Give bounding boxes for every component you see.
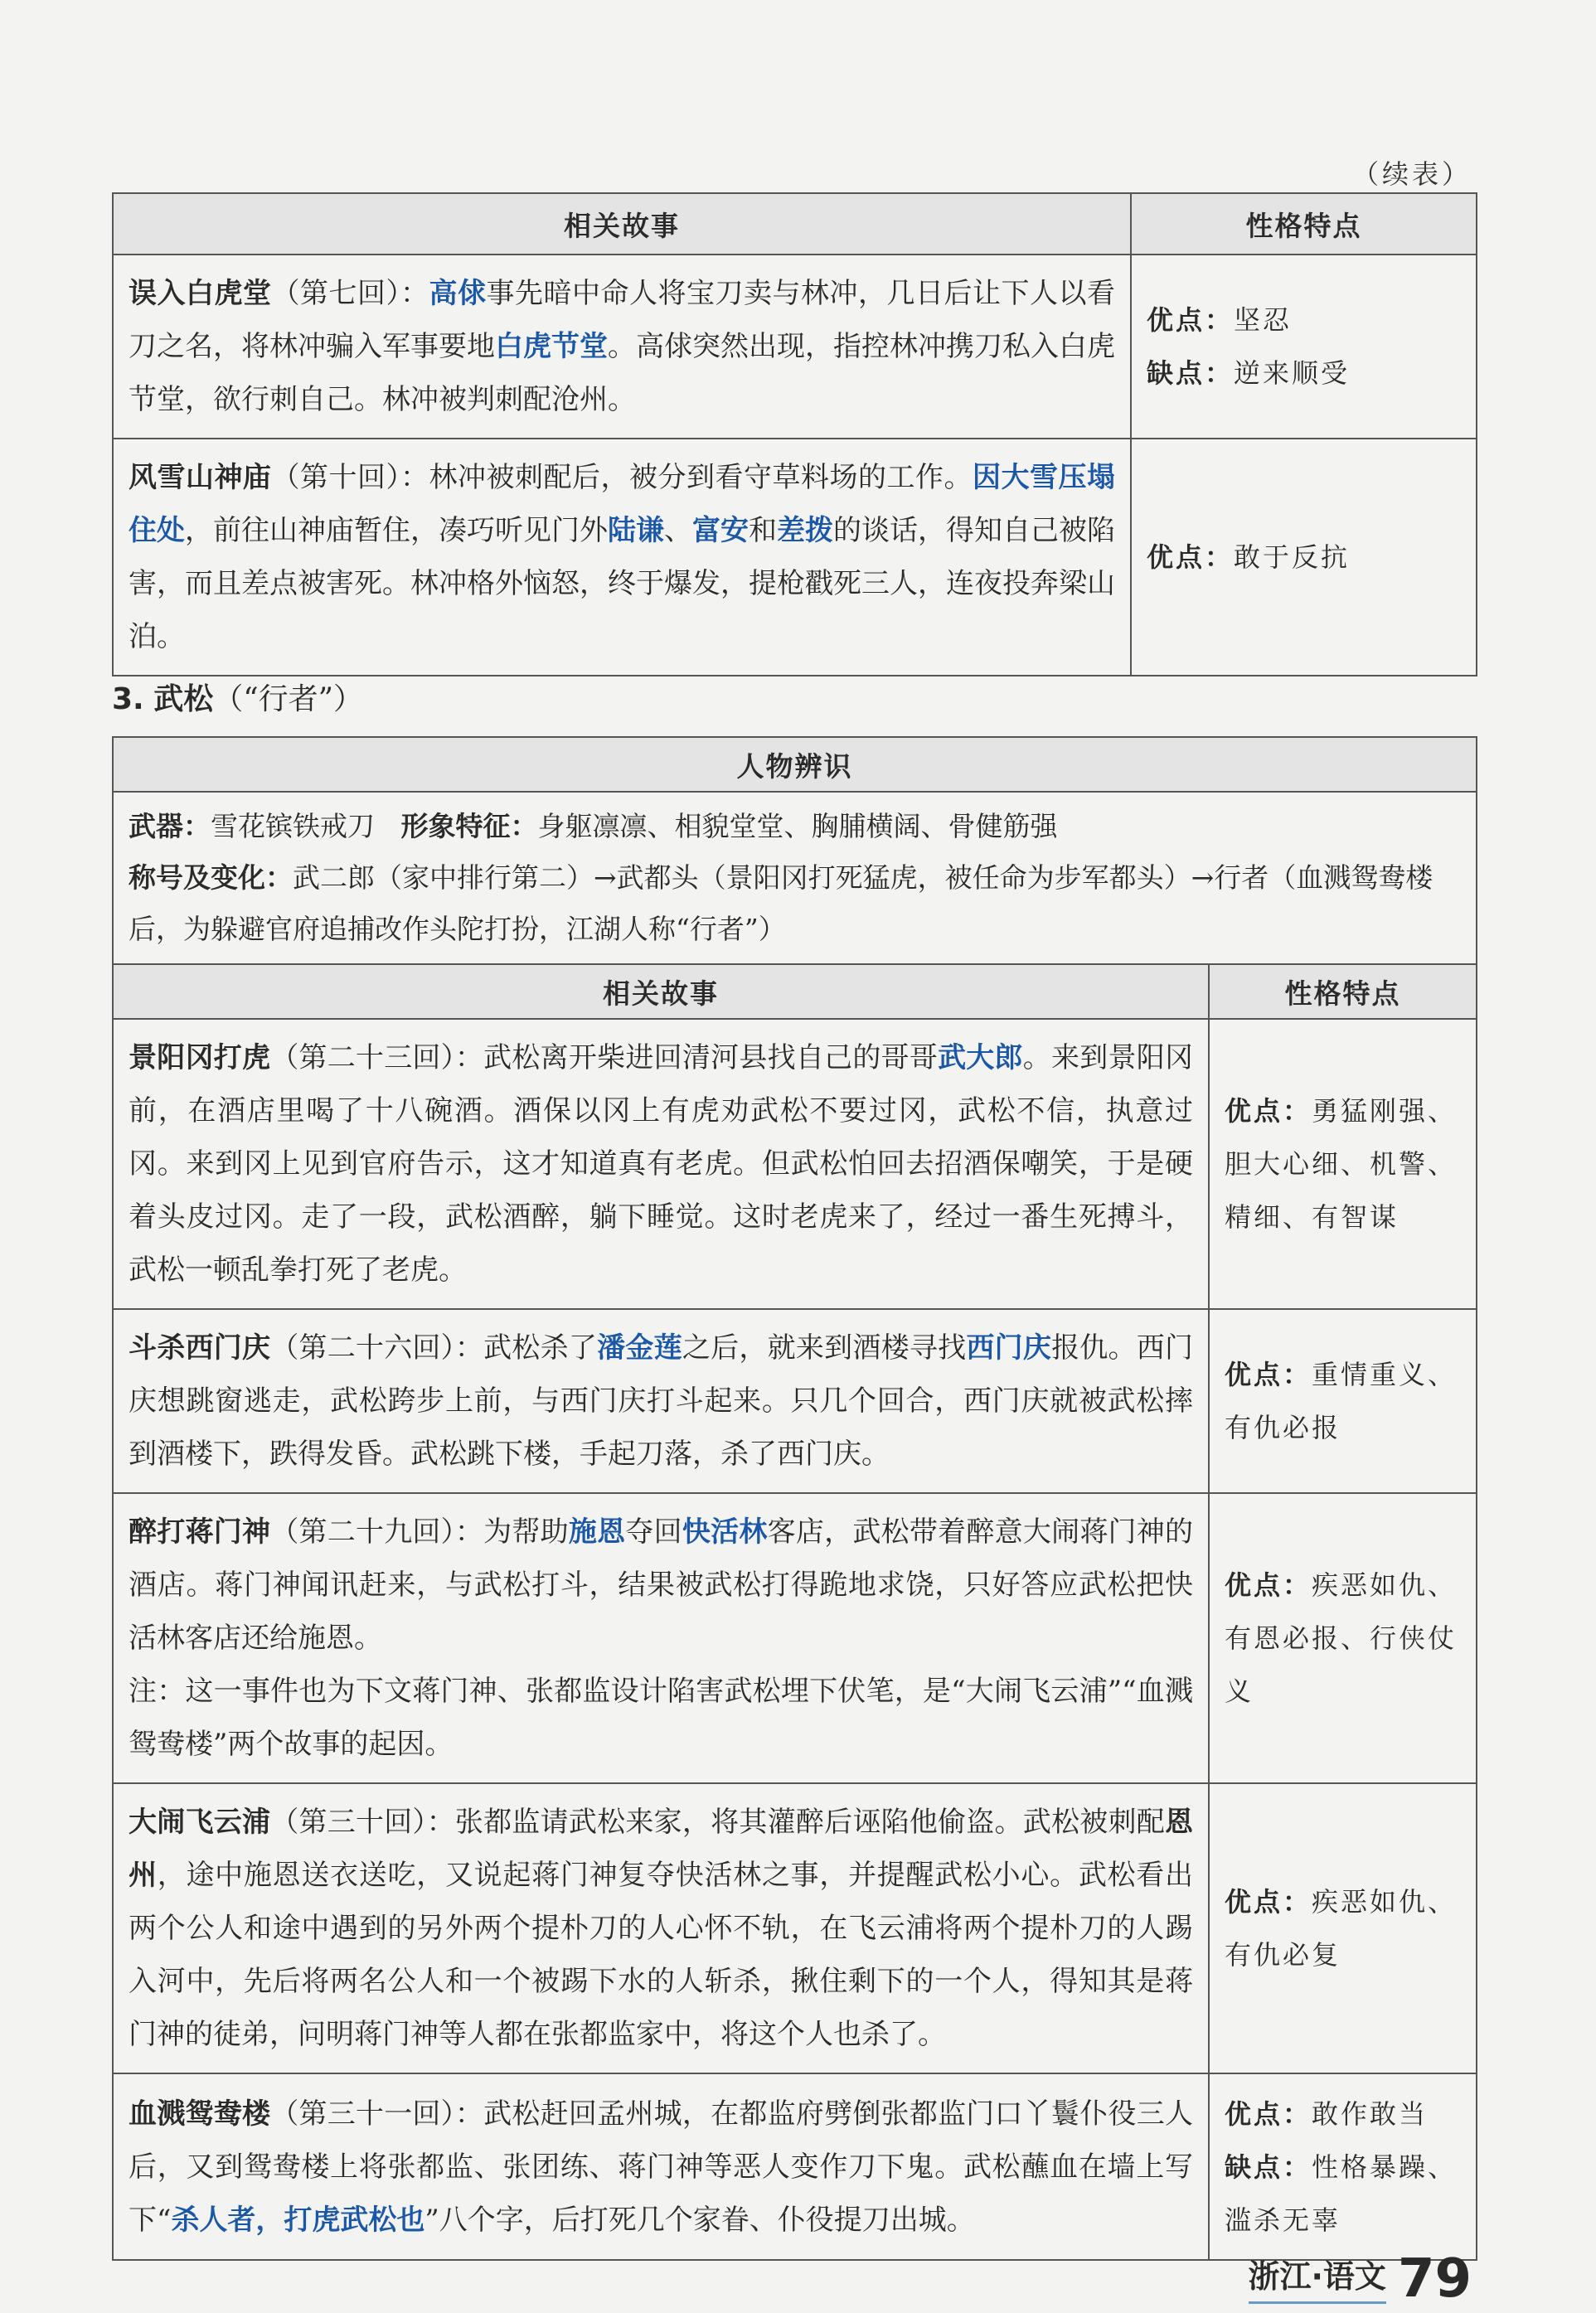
- story-text: 。高俅突然出现，指控林冲携刀私入白虎节堂，欲行刺自己。林冲被判刺配沧州。: [129, 330, 1115, 416]
- weapon-label: 武器：: [129, 810, 211, 842]
- story-chapter: （第二十九回）：: [270, 1515, 484, 1549]
- trait-label: 优点：: [1225, 2097, 1312, 2130]
- section-name: 武松: [153, 682, 214, 716]
- weapon-value: 雪花镔铁戒刀: [211, 810, 375, 842]
- table-header-row: [113, 193, 1477, 255]
- story-text: 、: [664, 514, 692, 547]
- story-title: 景阳冈打虎: [129, 1041, 271, 1074]
- table-row: [113, 1019, 1477, 1309]
- story-cell: [113, 2073, 1209, 2260]
- story-cell: [113, 1309, 1209, 1493]
- story-cell: [113, 1783, 1209, 2073]
- trait-cell: [1209, 1019, 1477, 1309]
- ident-header-row: [113, 737, 1477, 792]
- trait-value: 重情重义、有仇必报: [1225, 1359, 1458, 1443]
- trait-label: 优点：: [1225, 1095, 1312, 1127]
- story-text: 之后，就来到酒楼寻找: [682, 1331, 967, 1365]
- story-text: 武松离开柴进回清河县找自己的哥哥: [483, 1041, 939, 1074]
- trait-value: 疾恶如仇、有仇必复: [1225, 1886, 1458, 1971]
- story-cell: [113, 1493, 1209, 1783]
- story-text: 林冲被刺配后，被分到看守草料场的工作。: [429, 461, 973, 494]
- keyword: 白虎节堂: [495, 330, 608, 363]
- trait-value: 勇猛刚强、胆大心细、机警、精细、有智谋: [1225, 1095, 1458, 1233]
- keyword: 因大雪压塌住处: [129, 461, 1115, 547]
- keyword: 武大郎: [938, 1041, 1023, 1074]
- story-title: 醉打蒋门神: [129, 1515, 271, 1549]
- keyword: 差拨: [777, 514, 833, 547]
- trait-cell: [1209, 1309, 1477, 1493]
- story-chapter: （第七回）：: [271, 277, 429, 310]
- story-cell: [113, 439, 1131, 676]
- section-number: 3.: [112, 682, 144, 716]
- table-header-row: [113, 964, 1477, 1019]
- trait-value: 敢作敢当: [1312, 2097, 1429, 2130]
- story-chapter: （第十回）：: [271, 461, 429, 494]
- header-trait: 性格特点: [1209, 964, 1477, 1019]
- story-text: 张都监请武松来家，将其灌醉后诬陷他偷盗。武松被刺配: [454, 1806, 1166, 1839]
- story-text: ，途中施恩送衣送吃，又说起蒋门神复夺快活林之事，并提醒武松小心。武松看出两个公人和途中遇到的另外两个提朴刀的人心怀不轨，在飞云浦将两个提朴刀的人踢入河中，先后将两名公人和一个被踢下水的人斩杀，揪住剩下的一个人，得知其是蒋门神的徒弟，问明蒋门神等人都在张都监家中，将这个人也杀了。: [129, 1859, 1194, 2051]
- table-row: [113, 439, 1477, 676]
- story-text: 客店，武松带着醉意大闹蒋门神的酒店。蒋门神闻讯赶来，与武松打斗，结果被武松打得跪地求饶，只好答应武松把快活林客店还给施恩。: [129, 1515, 1194, 1655]
- ident-header: 人物辨识: [113, 737, 1477, 792]
- trait-value: 性格暴躁、滥杀无辜: [1225, 2151, 1458, 2236]
- story-text: 的谈话，得知自己被陷害，而且差点被害死。林冲格外恼怒，终于爆发，提枪戳死三人，连夜投奔梁山泊。: [129, 514, 1115, 653]
- keyword: 快活林: [682, 1515, 768, 1549]
- table-row: [113, 1309, 1477, 1493]
- ident-cell: [113, 792, 1477, 964]
- continued-label: （续表）: [1351, 158, 1472, 190]
- story-title: 误入白虎堂: [129, 277, 272, 310]
- keyword: 富安: [692, 514, 749, 547]
- page-number: 79: [1397, 2248, 1472, 2310]
- story-chapter: （第二十三回）：: [270, 1041, 484, 1074]
- section-nickname: （“行者”）: [213, 682, 364, 716]
- ident-row: [113, 792, 1477, 964]
- story-text: 夺回: [625, 1515, 682, 1549]
- title-value: 武二郎（家中排行第二）→武都头（景阳冈打死猛虎，被任命为步军都头）→行者（血溅鸳鸯楼后，为躲避官府追捕改作头陀打扮，江湖人称“行者”）: [129, 861, 1433, 945]
- trait-cell: [1209, 2073, 1477, 2260]
- trait-label: 缺点：: [1147, 357, 1235, 389]
- lin-chong-table: [112, 192, 1477, 676]
- story-text: 。来到景阳冈前，在酒店里喝了十八碗酒。酒保以冈上有虎劝武松不要过冈，武松不信，执意过冈。来到冈上见到官府告示，这才知道真有老虎。但武松怕回去招酒保嘲笑，于是硬着头皮过冈。走了一段，武松酒醉，躺下睡觉。这时老虎来了，经过一番生死搏斗，武松一顿乱拳打死了老虎。: [129, 1041, 1194, 1287]
- table-row: [113, 255, 1477, 439]
- trait-label: 优点：: [1225, 1569, 1312, 1601]
- table-row: [113, 1493, 1477, 1783]
- keyword: 陆谦: [608, 514, 664, 547]
- story-title: 大闹飞云浦: [129, 1806, 271, 1839]
- story-chapter: （第三十一回）：: [270, 2097, 484, 2131]
- trait-value: 疾恶如仇、有恩必报、行侠仗义: [1225, 1569, 1458, 1707]
- story-note: 注：这一事件也为下文蒋门神、张都监设计陷害武松埋下伏笔，是“大闹飞云浦”“血溅鸳鸯楼”两个故事的起因。: [129, 1675, 1193, 1761]
- story-title: 风雪山神庙: [129, 461, 272, 494]
- trait-label: 缺点：: [1225, 2151, 1312, 2183]
- story-text: ”八个字，后打死几个家眷、仆役提刀出城。: [424, 2203, 975, 2237]
- section-heading: [112, 676, 363, 718]
- trait-value: 坚忍: [1234, 304, 1293, 336]
- header-trait: 性格特点: [1131, 193, 1477, 255]
- keyword: 恩州: [129, 1806, 1194, 1892]
- story-text: 为帮助: [483, 1515, 569, 1549]
- trait-cell: [1209, 1783, 1477, 2073]
- story-cell: [113, 1019, 1209, 1309]
- footer-region: 浙江·语文: [1249, 2251, 1386, 2304]
- story-chapter: （第二十六回）：: [270, 1331, 484, 1365]
- story-text: 事先暗中命人将宝刀卖与林冲，几日后让下人以看刀之名，将林冲骗入军事要地: [129, 277, 1115, 363]
- trait-value: 敢于反抗: [1234, 541, 1351, 573]
- story-text: ，前往山神庙暂住，凑巧听见门外: [185, 514, 608, 547]
- story-title: 斗杀西门庆: [129, 1331, 271, 1365]
- story-cell: [113, 255, 1131, 439]
- trait-label: 优点：: [1147, 541, 1235, 573]
- story-chapter: （第三十回）：: [270, 1806, 455, 1839]
- trait-label: 优点：: [1225, 1359, 1312, 1390]
- header-story: 相关故事: [113, 193, 1131, 255]
- header-story: 相关故事: [113, 964, 1209, 1019]
- wu-song-table: [112, 736, 1477, 2261]
- table-row: [113, 1783, 1477, 2073]
- trait-cell: [1209, 1493, 1477, 1783]
- keyword: 高俅: [429, 277, 487, 310]
- image-value: 身躯凛凛、相貌堂堂、胸脯横阔、骨健筋强: [537, 810, 1058, 842]
- story-text: 武松杀了: [483, 1331, 598, 1365]
- keyword: 施恩: [568, 1515, 626, 1549]
- story-text: 报仇。西门庆想跳窗逃走，武松跨步上前，与西门庆打斗起来。只几个回合，西门庆就被武松摔到酒楼下，跌得发昏。武松跳下楼，手起刀落，杀了西门庆。: [129, 1331, 1194, 1471]
- story-title: 血溅鸳鸯楼: [129, 2097, 271, 2131]
- story-text: 武松赶回孟州城，在都监府劈倒张都监门口丫鬟仆役三人后，又到鸳鸯楼上将张都监、张团练、蒋门神等恶人变作刀下鬼。武松蘸血在墙上写下“: [129, 2097, 1194, 2237]
- trait-value: 逆来顺受: [1234, 357, 1351, 389]
- keyword: 西门庆: [966, 1331, 1052, 1365]
- page-footer: [1248, 2248, 1472, 2310]
- keyword: 潘金莲: [597, 1331, 682, 1365]
- keyword: 杀人者，打虎武松也: [171, 2203, 425, 2237]
- story-text: 和: [749, 514, 777, 547]
- table-row: [113, 2073, 1477, 2260]
- trait-cell: [1131, 439, 1477, 676]
- trait-label: 优点：: [1225, 1886, 1312, 1918]
- trait-label: 优点：: [1147, 304, 1235, 336]
- title-label: 称号及变化：: [129, 861, 293, 894]
- trait-cell: [1131, 255, 1477, 439]
- image-label: 形象特征：: [400, 810, 538, 842]
